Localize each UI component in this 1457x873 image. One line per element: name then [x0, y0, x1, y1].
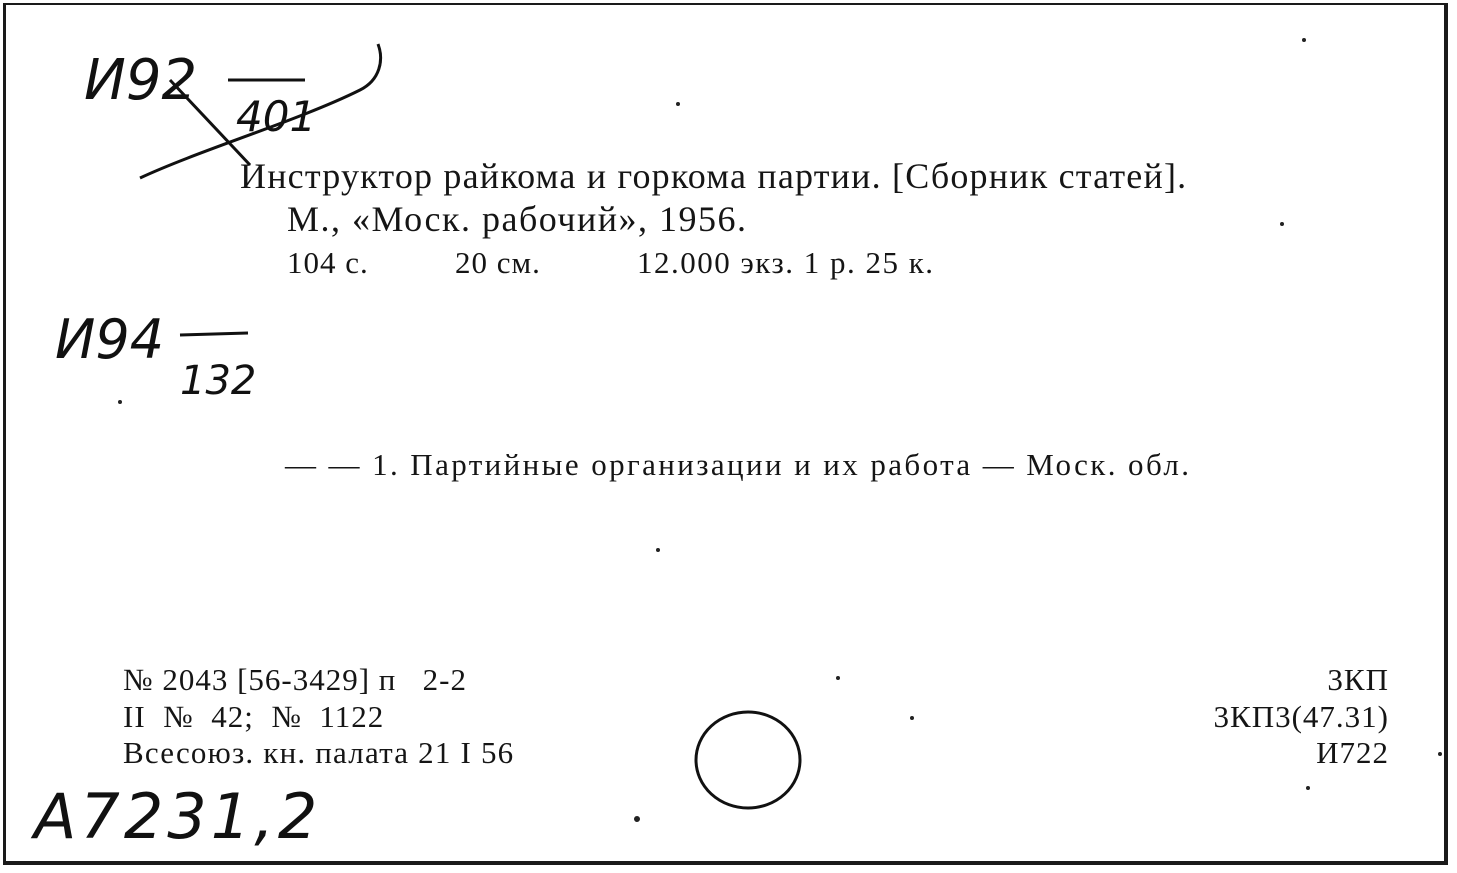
fraction-bar-2: [180, 333, 248, 335]
handwritten-code-1: И92: [84, 48, 198, 113]
entry-pages: 104 с.: [287, 245, 369, 280]
entry-copies-price: 12.000 экз. 1 р. 25 к.: [637, 245, 935, 280]
scan-speck: [910, 716, 914, 720]
punch-hole-circle: [696, 712, 800, 808]
scan-speck: [118, 400, 122, 404]
registration-number: № 2043 [56-3429] п 2-2: [123, 662, 467, 697]
scan-speck: [1302, 38, 1306, 42]
handwritten-code-1-sub: 401: [236, 92, 317, 141]
entry-subject-heading: — — 1. Партийные организации и их работа — Моск. обл.: [285, 447, 1192, 482]
chamber-date: Всесоюз. кн. палата 21 I 56: [123, 735, 515, 770]
entry-size: 20 см.: [455, 245, 541, 280]
handwritten-code-2-sub: 132: [180, 358, 257, 404]
series-number: II № 42; № 1122: [123, 699, 385, 734]
scan-speck: [656, 548, 660, 552]
classification-1: 3КП: [1327, 662, 1389, 697]
classification-3: И722: [1316, 735, 1389, 770]
strike-through-stroke: [140, 44, 381, 178]
scan-speck: [676, 102, 680, 106]
scan-speck: [634, 816, 640, 822]
classification-2: 3КП3(47.31): [1213, 699, 1389, 734]
handwritten-inventory-number: А7231,2: [34, 780, 322, 853]
scan-speck: [1280, 222, 1284, 226]
handwritten-code-2: И94: [55, 308, 165, 371]
entry-title: Инструктор райкома и горкома партии. [Сборник статей].: [240, 156, 1188, 196]
scan-speck: [1438, 752, 1442, 756]
entry-imprint: М., «Моск. рабочий», 1956.: [287, 199, 748, 239]
scan-speck: [1306, 786, 1310, 790]
scan-speck: [836, 676, 840, 680]
strike-diagonal: [170, 80, 250, 165]
